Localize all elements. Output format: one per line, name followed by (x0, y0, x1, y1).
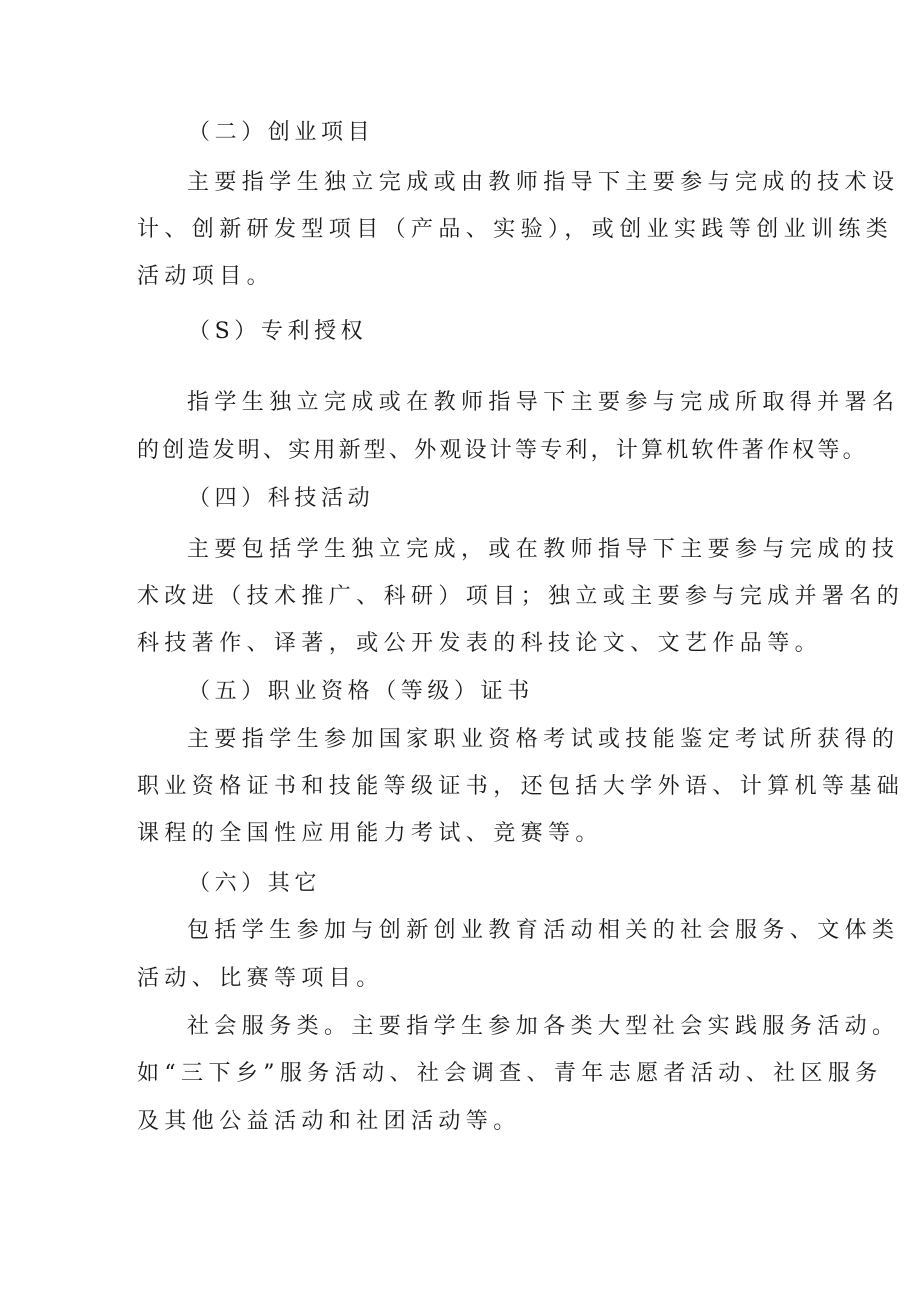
paragraph-line: 活动、比赛等项目。 (137, 966, 384, 991)
paragraph-line: 社会服务类。主要指学生参加各类大型社会实践服务活动。 (187, 1014, 900, 1039)
section-heading-tech-activity: （四）科技活动 (188, 486, 375, 511)
paragraph-line: 如“三下乡”服务活动、社会调查、青年志愿者活动、社区服务 (137, 1061, 883, 1086)
section-heading-patent: （S）专利授权 (188, 319, 368, 344)
paragraph-line: 指学生独立完成或在教师指导下主要参与完成所取得并署名 (187, 390, 900, 415)
paragraph-line: 主要指学生参加国家职业资格考试或技能鉴定考试所获得的 (187, 727, 900, 752)
paragraph-line: 职业资格证书和技能等级证书，还包括大学外语、计算机等基础 (137, 774, 905, 799)
paragraph-line: 主要包括学生独立完成，或在教师指导下主要参与完成的技 (187, 537, 900, 562)
paragraph-line: 活动项目。 (137, 264, 275, 289)
paragraph-line: 及其他公益活动和社团活动等。 (137, 1109, 521, 1134)
paragraph-line: 主要指学生独立完成或由教师指导下主要参与完成的技术设 (187, 170, 900, 195)
section-heading-innovation-project: （二）创业项目 (188, 120, 375, 145)
paragraph-line: 课程的全国性应用能力考试、竞赛等。 (137, 821, 603, 846)
section-heading-certificate: （五）职业资格（等级）证书 (188, 679, 534, 704)
paragraph-line: 包括学生参加与创新创业教育活动相关的社会服务、文体类 (187, 918, 900, 943)
paragraph-line: 科技著作、译著，或公开发表的科技论文、文艺作品等。 (137, 631, 823, 656)
paragraph-line: 计、创新研发型项目（产品、实验），或创业实践等创业训练类 (137, 217, 894, 242)
paragraph-line: 术改进（技术推广、科研）项目；独立或主要参与完成并署名的 (137, 584, 905, 609)
paragraph-line: 的创造发明、实用新型、外观设计等专利，计算机软件著作权等。 (137, 438, 868, 463)
section-heading-other: （六）其它 (188, 871, 322, 896)
